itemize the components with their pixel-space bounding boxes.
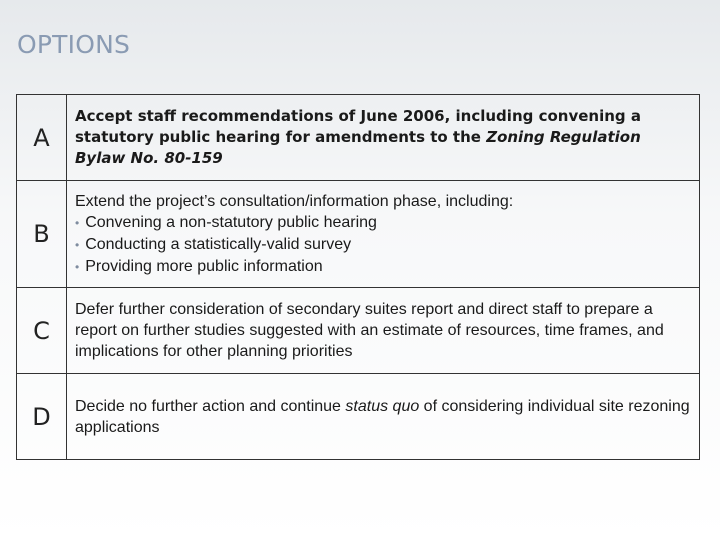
option-d-italic-text: status quo: [345, 397, 420, 415]
bullet-text: Convening a non-statutory public hearing: [85, 213, 377, 231]
option-text-c: Defer further consideration of secondary suites report and direct staff to prepare a report on further studies suggested with an estimate of resources, time frames, and implications for other planning priorities: [67, 288, 700, 374]
options-table: [16, 94, 700, 460]
option-letter-d: D: [17, 374, 67, 460]
bullet-text: Providing more public information: [85, 257, 323, 275]
option-row-c: [17, 288, 700, 374]
option-b-bullet: [75, 212, 691, 234]
option-letter-b: B: [17, 181, 67, 288]
option-a-text: Accept staff recommendations of June 2006, including convening a statutory public hearing for amendments to the: [75, 107, 641, 146]
slide-title: OPTIONS: [17, 30, 131, 59]
option-b-intro: Extend the project’s consultation/information phase, including:: [75, 192, 514, 210]
option-letter-c: C: [17, 288, 67, 374]
option-b-bullet: [75, 256, 691, 278]
option-text-a: [67, 95, 700, 181]
option-text-d: [67, 374, 700, 460]
option-row-a: [17, 95, 700, 181]
bullet-text: Conducting a statistically-valid survey: [85, 235, 352, 253]
option-d-text: Decide no further action and continue: [75, 397, 346, 415]
bullet-icon: •: [75, 237, 80, 252]
bullet-icon: •: [75, 215, 80, 230]
option-text-b: [67, 181, 700, 288]
option-row-d: [17, 374, 700, 460]
option-row-b: [17, 181, 700, 288]
option-d-text-after: of considering individual site rezoning applications: [75, 397, 690, 436]
option-letter-a: A: [17, 95, 67, 181]
bullet-icon: •: [75, 259, 80, 274]
option-a-italic-text: Zoning Regulation Bylaw No. 80-159: [75, 128, 641, 167]
option-b-bullet: [75, 234, 691, 256]
